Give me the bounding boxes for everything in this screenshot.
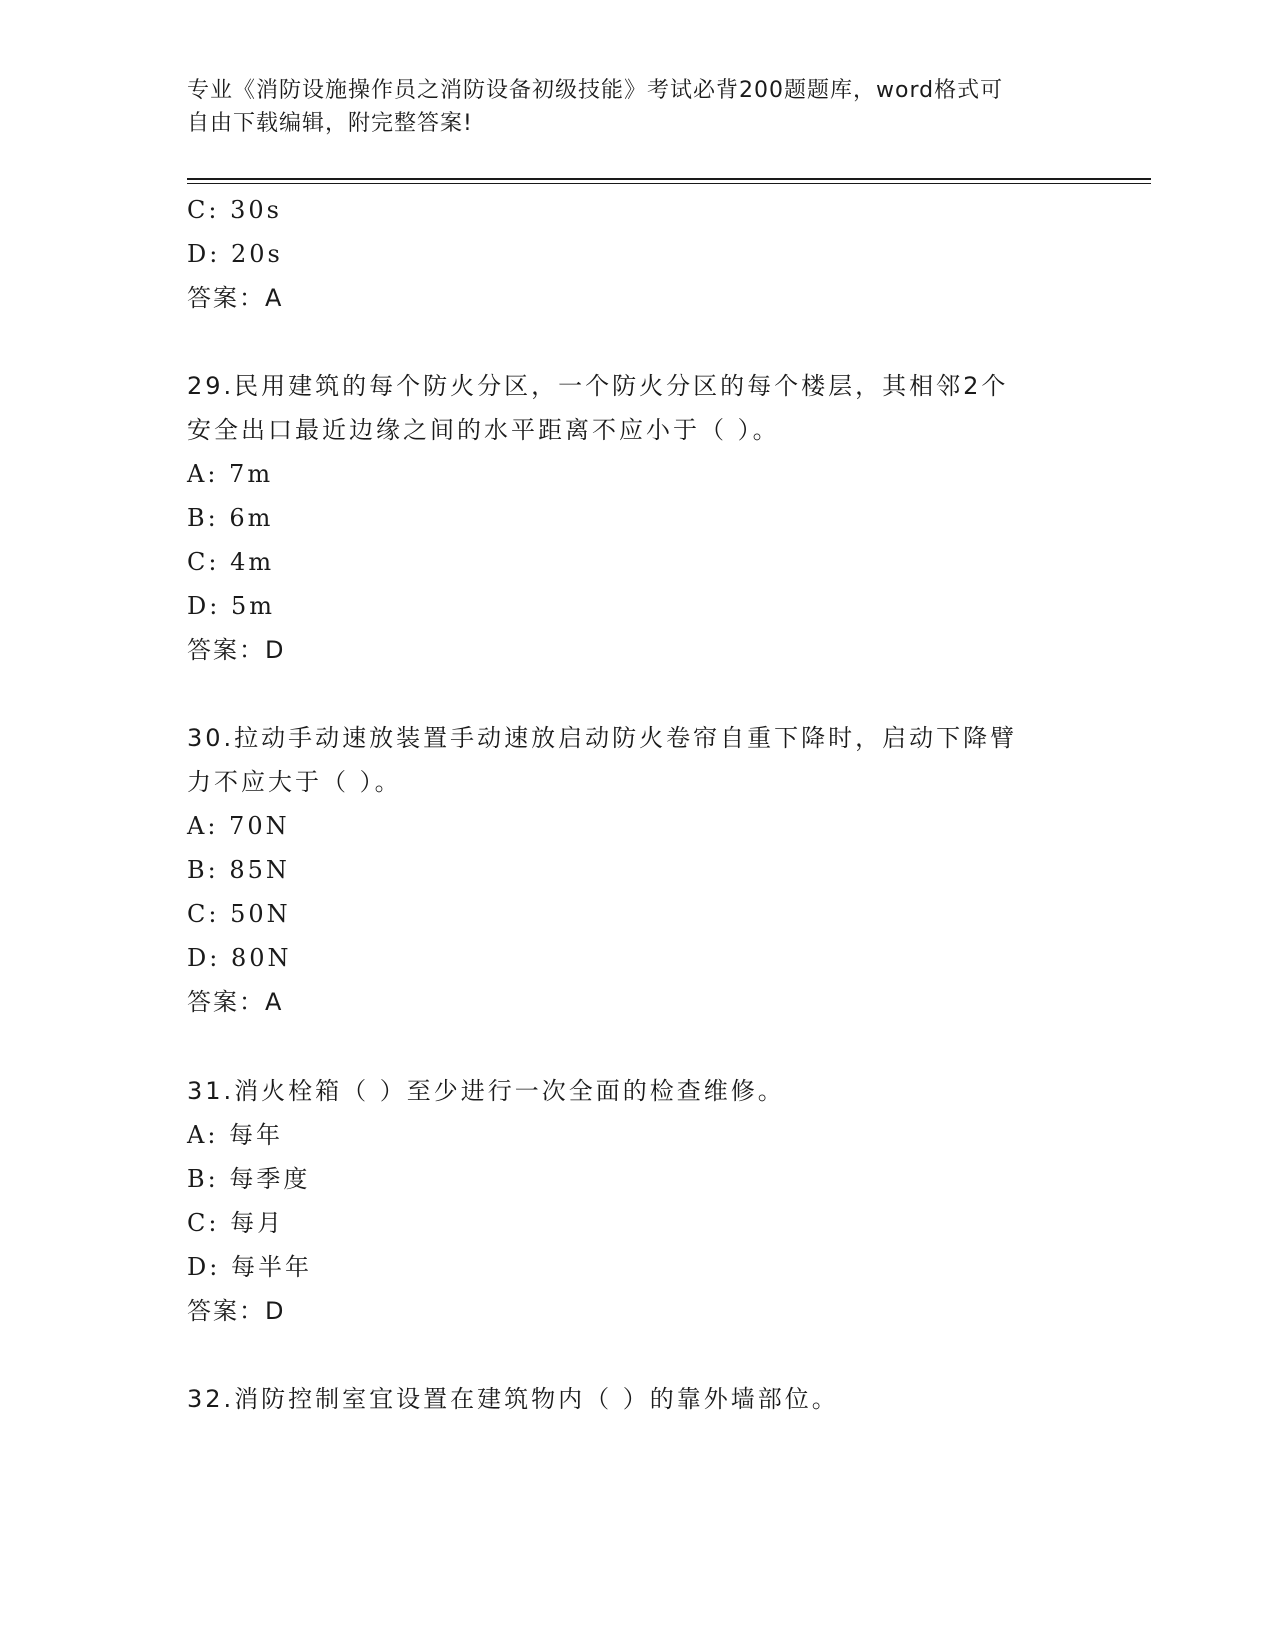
q30-answer: 答案：A bbox=[187, 988, 284, 1016]
header-rule-thick bbox=[187, 178, 1151, 180]
q29-option-c: C: 4m bbox=[187, 548, 275, 576]
q30-option-c: C: 50N bbox=[187, 900, 291, 928]
q29-text-line-1: 29.民用建筑的每个防火分区，一个防火分区的每个楼层，其相邻2个 bbox=[187, 372, 1009, 400]
header-rule-thin bbox=[187, 183, 1151, 184]
q30-text-line-2: 力不应大于（ ）。 bbox=[187, 768, 402, 796]
prev-option-d: D: 20s bbox=[187, 240, 283, 268]
q29-option-a: A: 7m bbox=[187, 460, 274, 488]
q32-text-line-1: 32.消防控制室宜设置在建筑物内（ ）的靠外墙部位。 bbox=[187, 1385, 839, 1413]
header-title-line-1: 专业《消防设施操作员之消防设备初级技能》考试必背200题题库，word格式可 bbox=[187, 78, 1004, 103]
q29-option-b: B: 6m bbox=[187, 504, 274, 532]
prev-answer: 答案：A bbox=[187, 284, 284, 312]
q31-option-d: D: 每半年 bbox=[187, 1253, 312, 1281]
q30-text-line-1: 30.拉动手动速放装置手动速放启动防火卷帘自重下降时，启动下降臂 bbox=[187, 724, 1018, 752]
q31-answer: 答案：D bbox=[187, 1297, 286, 1325]
document-header bbox=[187, 74, 1067, 140]
q29-text-line-2: 安全出口最近边缘之间的水平距离不应小于（ ）。 bbox=[187, 416, 780, 444]
q31-text-line-1: 31.消火栓箱（ ）至少进行一次全面的检查维修。 bbox=[187, 1077, 785, 1105]
q30-option-b: B: 85N bbox=[187, 856, 290, 884]
prev-option-c: C: 30s bbox=[187, 196, 282, 224]
q31-option-b: B: 每季度 bbox=[187, 1165, 311, 1193]
q31-option-c: C: 每月 bbox=[187, 1209, 285, 1237]
header-title-line-2: 自由下载编辑，附完整答案! bbox=[187, 111, 473, 136]
q29-answer: 答案：D bbox=[187, 636, 286, 664]
q30-option-d: D: 80N bbox=[187, 944, 292, 972]
q29-option-d: D: 5m bbox=[187, 592, 275, 620]
q31-option-a: A: 每年 bbox=[187, 1121, 284, 1149]
q30-option-a: A: 70N bbox=[187, 812, 290, 840]
